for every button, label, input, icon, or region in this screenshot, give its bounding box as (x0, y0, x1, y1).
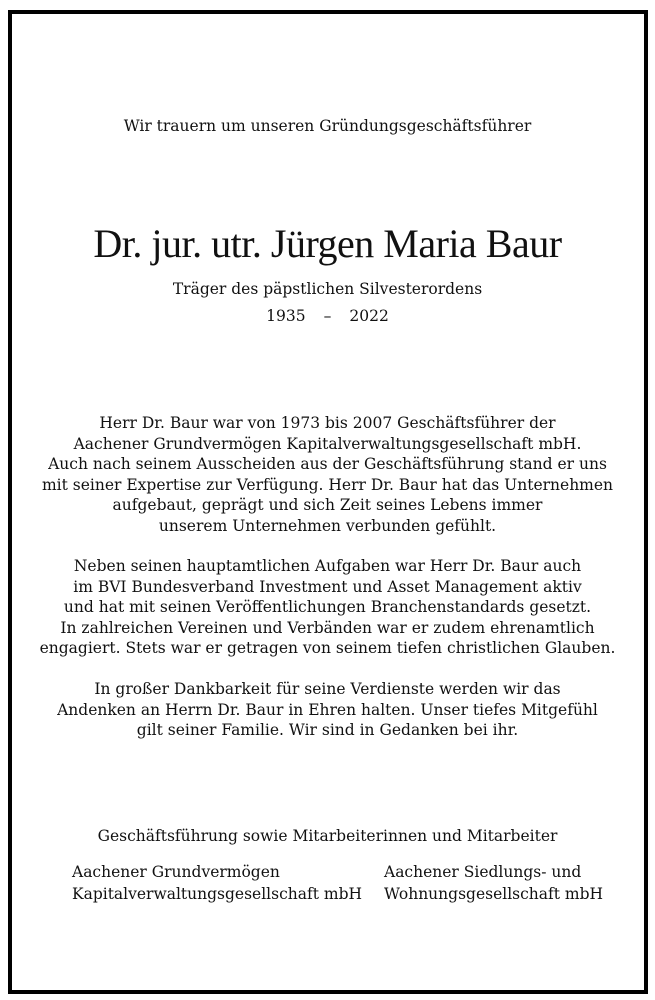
paragraph-line: engagiert. Stets war er getragen von seinem tiefen christlichen Glauben. (39, 639, 616, 657)
company-name-line: Aachener Grundvermögen (72, 863, 280, 881)
company-name-line: Aachener Siedlungs- und (384, 863, 582, 881)
paragraph-career (12, 413, 643, 536)
paragraph-line: Andenken an Herrn Dr. Baur in Ehren halten. Unser tiefes Mitgefühl (57, 700, 598, 719)
deceased-name: Dr. jur. utr. Jürgen Maria Baur (93, 221, 562, 266)
paragraph-line: In großer Dankbarkeit für seine Verdienste werden wir das (94, 680, 561, 698)
paragraph-line: und hat mit seinen Veröffentlichungen Branchenstandards gesetzt. (63, 598, 592, 616)
company-name-line: Kapitalverwaltungsgesellschaft mbH (72, 885, 363, 903)
life-dates (12, 305, 643, 327)
signature-management: Geschäftsführung sowie Mitarbeiterinnen und Mitarbeiter (97, 827, 558, 845)
paragraph-line: unserem Unternehmen verbunden gefühlt. (158, 516, 497, 535)
paragraph-line: Neben seinen hauptamtlichen Aufgaben war Herr Dr. Baur auch (73, 557, 582, 575)
company-signature-right (384, 861, 603, 905)
paragraph-line: In zahlreichen Vereinen und Verbänden war er zudem ehrenamtlich (60, 618, 595, 637)
paragraph-line: aufgebaut, geprägt und sich Zeit seines Lebens immer (112, 496, 543, 514)
paragraph-line: Herr Dr. Baur war von 1973 bis 2007 Geschäftsführer der (99, 414, 556, 432)
paragraph-engagement (12, 556, 643, 659)
paragraph-line: Auch nach seinem Ausscheiden aus der Geschäftsführung stand er uns (48, 455, 607, 473)
death-year: 2022 (349, 307, 389, 325)
paragraph-line: im BVI Bundesverband Investment und Asset Management aktiv (73, 577, 582, 596)
intro-text: Wir trauern um unseren Gründungsgeschäftsführer (123, 117, 532, 135)
honor-text: Träger des päpstlichen Silvesterordens (172, 280, 483, 298)
paragraph-line: mit seiner Expertise zur Verfügung. Herr Dr. Baur hat das Unternehmen (41, 475, 614, 494)
company-name-line: Wohnungsgesellschaft mbH (384, 885, 604, 903)
birth-year: 1935 (266, 307, 306, 325)
company-signature-left (72, 861, 362, 905)
year-dash: – (323, 307, 332, 325)
paragraph-line: gilt seiner Familie. Wir sind in Gedanken bei ihr. (136, 721, 519, 739)
paragraph-line: Aachener Grundvermögen Kapitalverwaltungsgesellschaft mbH. (73, 434, 582, 453)
paragraph-gratitude (12, 679, 643, 741)
